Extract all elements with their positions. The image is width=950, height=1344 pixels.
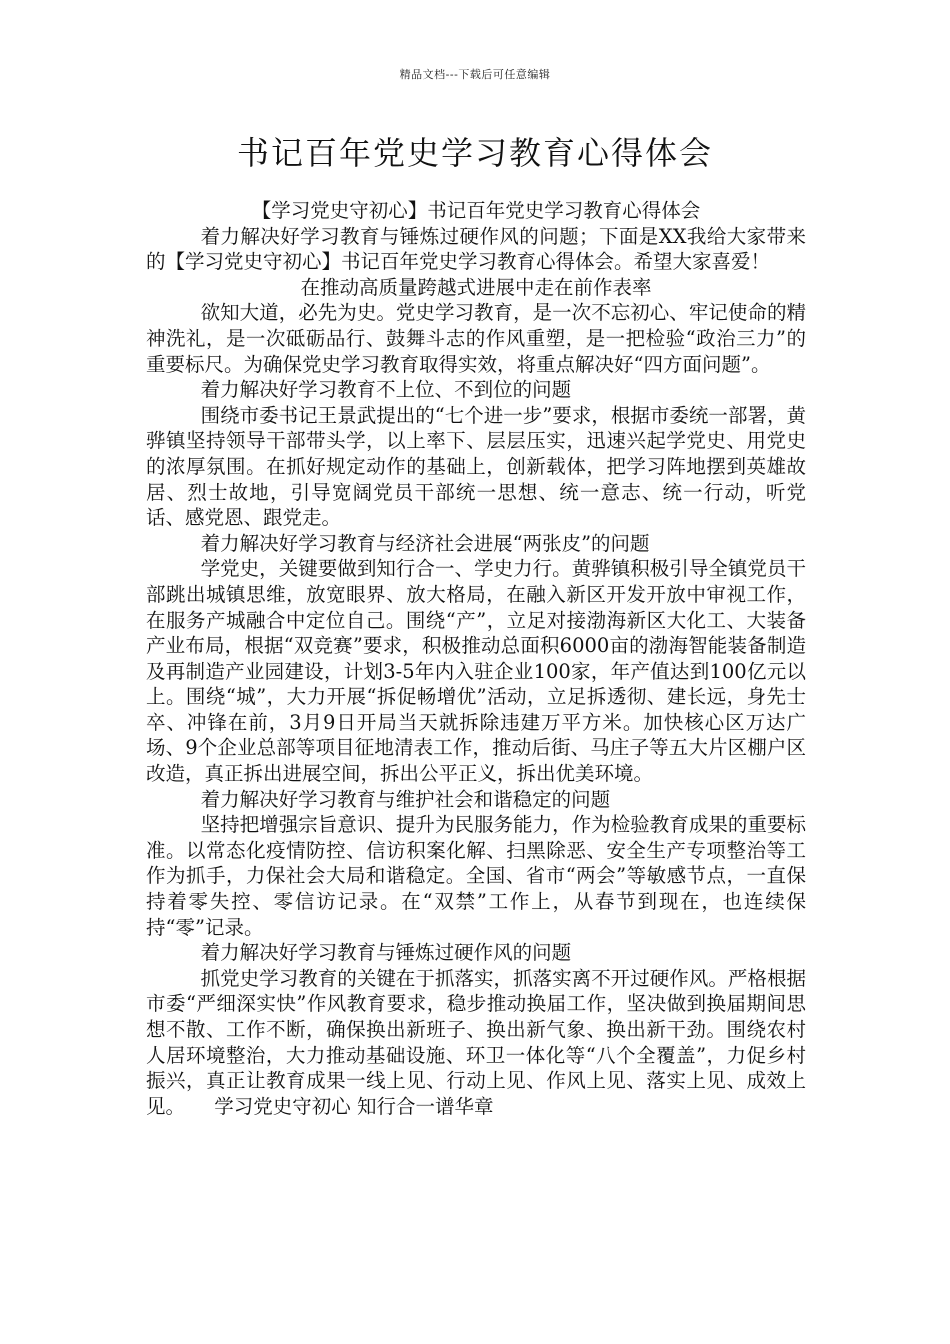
subsection-heading: 着力解决好学习教育与维护社会和谐稳定的问题 [200,787,611,811]
article-subtitle: 【学习党史守初心】书记百年党史学习教育心得体会 [251,199,701,222]
section-heading: 在推动高质量跨越式进展中走在前作表率 [300,275,652,299]
body-paragraph: 坚持把增强宗旨意识、提升为民服务能力，作为检验教育成果的重要标准。以常态化疫情防控、信访积案化解、扫黑除恶、安全生产专项整治等工作为抓手，力保社会大局和谐稳定。全国、省市“两会”等敏感节点，一直保持着零失控、零信访记录。在“双禁”工作上，从春节到现在，也连续保持“零”记录。 [146,813,806,939]
page-header: 精品文档---下载后可任意编辑 [399,68,551,81]
document-title: 书记百年党史学习教育心得体会 [236,134,713,172]
intro-paragraph: 着力解决好学习教育与锤炼过硬作风的问题；下面是XX我给大家带来的【学习党史守初心】书记百年党史学习教育心得体会。希望大家喜爱！ [146,224,806,274]
body-paragraph: 学党史，关键要做到知行合一、学史力行。黄骅镇积极引导全镇党员干部跳出城镇思维，放宽眼界、放大格局，在融入新区开发开放中审视工作，在服务产城融合中定位自己。围绕“产”，立足对接渤海新区大化工、大装备产业布局，根据“双竞赛”要求，积极推动总面积6000亩的渤海智能装备制造及再制造产业园建设，计划3-5年内入驻企业100家，年产值达到100亿元以上。围绕“城”，大力开展“拆促畅增优”活动，立足拆透彻、建长远，身先士卒、冲锋在前，3月9日开局当天就拆除违建万平方米。加快核心区万达广场、9个企业总部等项目征地清表工作，推动后街、马庄子等五大片区棚户区改造，真正拆出进展空间，拆出公平正义，拆出优美环境。 [146,557,806,786]
subsection-heading: 着力解决好学习教育与锤炼过硬作风的问题 [200,941,572,965]
subsection-heading: 着力解决好学习教育与经济社会进展“两张皮”的问题 [200,531,650,555]
subsection-heading: 着力解决好学习教育不上位、不到位的问题 [200,378,572,402]
body-paragraph: 抓党史学习教育的关键在于抓落实，抓落实离不开过硬作风。严格根据市委“严细深实快”作风教育要求，稳步推动换届工作，坚决做到换届期间思想不散、工作不断，确保换出新班子、换出新气象、换出新干劲。围绕农村人居环境整治，大力推动基础设施、环卫一体化等“八个全覆盖”，力促乡村振兴，真正让教育成果一线上见、行动上见、作风上见、落实上见、成效上见。 学习党史守初心 知行合一谱华章 [146,966,806,1118]
document-body [146,198,806,1119]
body-paragraph: 欲知大道，必先为史。党史学习教育，是一次不忘初心、牢记使命的精神洗礼，是一次砥砺品行、鼓舞斗志的作风重塑，是一把检验“政治三力”的重要标尺。为确保党史学习教育取得实效，将重点解决好“四方面问题”。 [146,301,806,376]
body-paragraph: 围绕市委书记王景武提出的“七个进一步”要求，根据市委统一部署，黄骅镇坚持领导干部带头学，以上率下、层层压实，迅速兴起学党史、用党史的浓厚氛围。在抓好规定动作的基础上，创新载体，把学习阵地摆到英雄故居、烈士故地，引导宽阔党员干部统一思想、统一意志、统一行动，听党话、感党恩、跟党走。 [146,403,806,530]
